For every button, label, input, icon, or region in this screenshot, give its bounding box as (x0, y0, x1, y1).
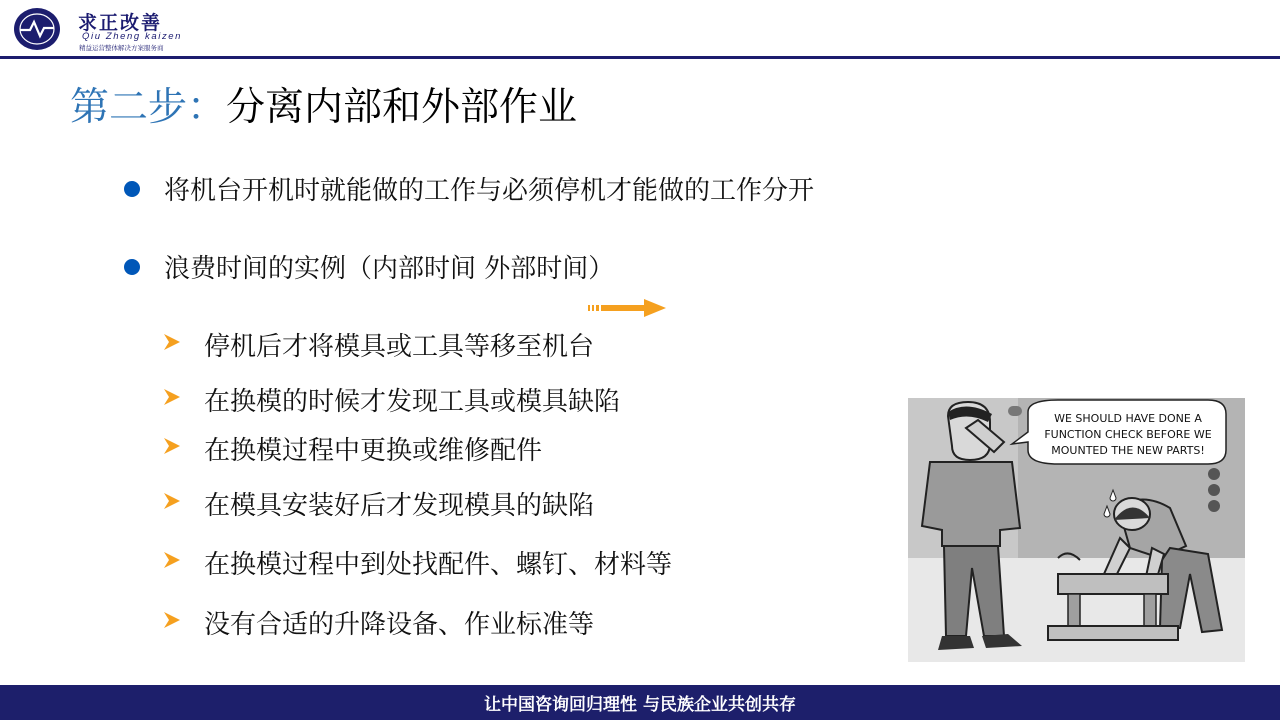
orange-chevron-icon (162, 332, 182, 352)
sub-item-text: 在换模的时候才发现工具或模具缺陷 (204, 387, 621, 417)
sub-item-text: 停机后才将模具或工具等移至机台 (204, 332, 595, 362)
logo-name-en: Qiu Zheng kaizen (82, 31, 183, 42)
cartoon-illustration (908, 398, 1245, 662)
bullet-dot-icon (124, 181, 140, 197)
orange-chevron-icon (162, 491, 182, 511)
sub-item-text: 没有合适的升降设备、作业标准等 (204, 610, 595, 640)
footer-bar (0, 685, 1280, 720)
orange-chevron-icon (162, 610, 182, 630)
speech-line-1: WE SHOULD HAVE DONE A (1054, 412, 1202, 425)
page-title (70, 76, 577, 132)
speech-line-2: FUNCTION CHECK BEFORE WE (1044, 428, 1212, 441)
logo-tagline: 精益运营整体解决方案服务商 (79, 44, 164, 52)
bullet-dot-icon (124, 259, 140, 275)
sub-item-text: 在换模过程中到处找配件、螺钉、材料等 (204, 550, 673, 580)
orange-chevron-icon (162, 550, 182, 570)
sub-item-text: 在换模过程中更换或维修配件 (204, 436, 543, 466)
sub-item-text: 在模具安装好后才发现模具的缺陷 (204, 491, 595, 521)
logo-name-cn: 求正改善 (78, 12, 163, 34)
bullet-text: 将机台开机时就能做的工作与必须停机才能做的工作分开 (164, 176, 815, 206)
footer-slogan: 让中国咨询回归理性 与民族企业共创共存 (484, 695, 796, 715)
header-divider (0, 56, 1280, 59)
logo-emblem-icon (12, 6, 62, 52)
title-prefix: 第二步： (70, 85, 227, 130)
bullet-text: 浪费时间的实例（内部时间 外部时间） (164, 254, 615, 284)
title-text: 分离内部和外部作业 (226, 85, 578, 130)
orange-arrow-icon (588, 299, 666, 317)
company-logo (12, 6, 192, 52)
speech-line-3: MOUNTED THE NEW PARTS! (1051, 444, 1205, 457)
orange-chevron-icon (162, 387, 182, 407)
orange-chevron-icon (162, 436, 182, 456)
